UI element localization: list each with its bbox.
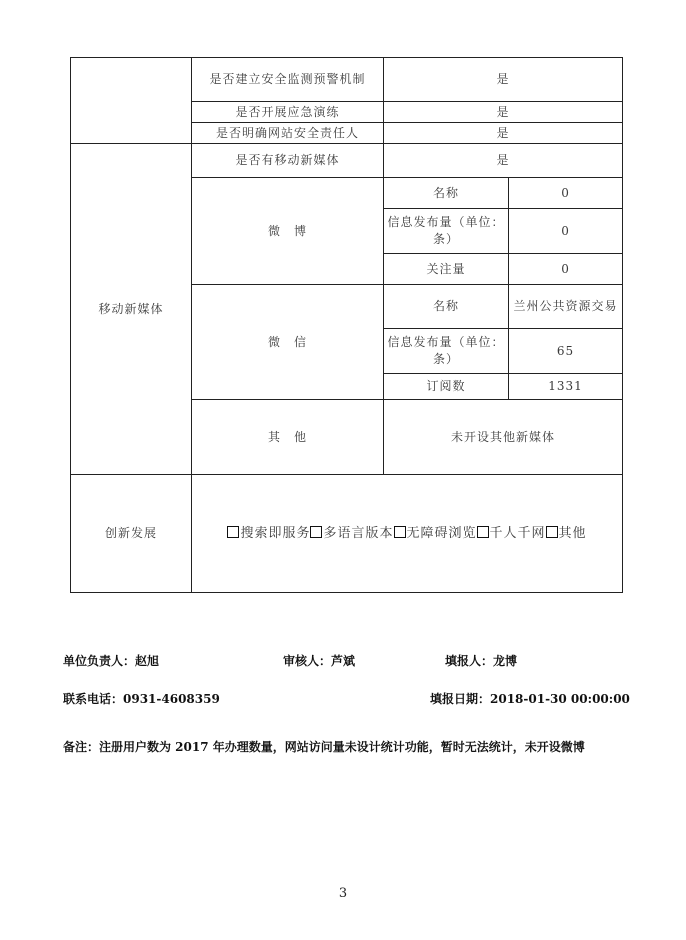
page-number: 3 [338,886,348,901]
wechat-name-value: 兰州公共资源交易 [509,285,623,329]
filler: 填报人：龙博 [445,654,518,668]
checkbox-other[interactable]: 其他 [546,526,587,541]
reviewer: 审核人：芦斌 [283,654,356,668]
mobile-section-label: 移动新媒体 [71,144,192,475]
has-mobile-label: 是否有移动新媒体 [192,144,384,178]
drill-label: 是否开展应急演练 [192,102,384,123]
warning-value: 是 [384,58,623,102]
phone: 联系电话：0931-4608359 [63,692,220,706]
other-value: 未开设其他新媒体 [384,400,623,475]
remarks: 备注：注册用户数为 2017 年办理数量，网站访问量未设计统计功能，暂时无法统计，未开设微博 [63,740,585,754]
other-label: 其 他 [192,400,384,475]
wechat-posts-value: 65 [509,329,623,374]
checkbox-multilang[interactable]: 多语言版本 [310,526,393,541]
weibo-name-value: 0 [509,178,623,209]
responsible-value: 是 [384,123,623,144]
has-mobile-value: 是 [384,144,623,178]
weibo-label: 微 博 [192,178,384,285]
checkbox-search-service[interactable]: 搜索即服务 [227,526,310,541]
checkbox-personalized[interactable]: 千人千网 [477,526,546,541]
weibo-posts-label: 信息发布量（单位：条） [384,209,509,254]
drill-value: 是 [384,102,623,123]
weibo-follow-label: 关注量 [384,254,509,285]
checkbox-icon [227,526,239,538]
unit-head: 单位负责人：赵旭 [63,654,160,668]
checkbox-icon [477,526,489,538]
wechat-posts-label: 信息发布量（单位：条） [384,329,509,374]
checkbox-icon [546,526,558,538]
wechat-subs-value: 1331 [509,374,623,400]
warning-label: 是否建立安全监测预警机制 [192,58,384,102]
checkbox-icon [310,526,322,538]
wechat-subs-label: 订阅数 [384,374,509,400]
checkbox-accessibility[interactable]: 无障碍浏览 [394,526,477,541]
weibo-follow-value: 0 [509,254,623,285]
innovation-label: 创新发展 [71,475,192,593]
responsible-label: 是否明确网站安全责任人 [192,123,384,144]
weibo-name-label: 名称 [384,178,509,209]
fill-date: 填报日期：2018-01-30 00:00:00 [430,692,630,706]
weibo-posts-value: 0 [509,209,623,254]
checkbox-icon [394,526,406,538]
security-section-cell [71,58,192,144]
wechat-name-label: 名称 [384,285,509,329]
innovation-options [192,475,623,593]
report-table [70,57,623,593]
wechat-label: 微 信 [192,285,384,400]
